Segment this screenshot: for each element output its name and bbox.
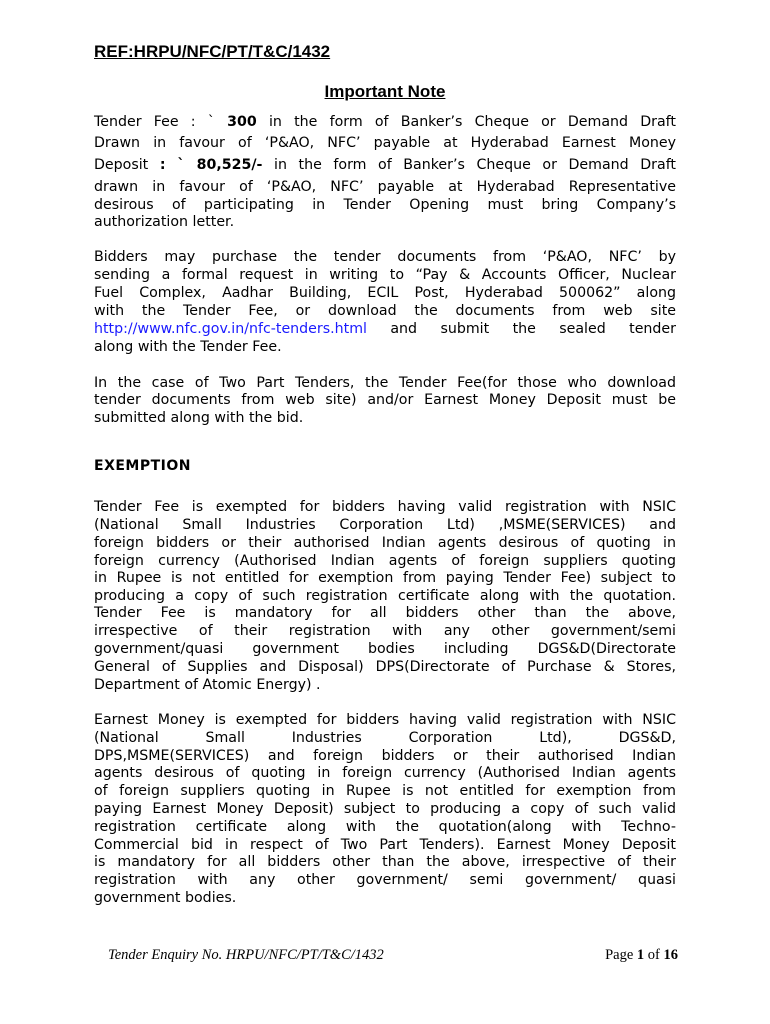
exemption-p1-line: Department of Atomic Energy) . bbox=[94, 677, 321, 693]
para1-line: desirous of participating in Tender Opening must bring Company’s bbox=[94, 197, 676, 213]
para2-line: with the Tender Fee, or download the documents from web site bbox=[94, 303, 676, 319]
para2-line bbox=[94, 320, 676, 338]
page-total: 16 bbox=[663, 947, 678, 963]
text-run: and submit the sealed tender bbox=[366, 321, 676, 337]
exemption-p2-line: of foreign suppliers quoting in Rupee is not entitled for exemption from bbox=[94, 783, 676, 799]
para1-line bbox=[94, 113, 676, 131]
para1-line: drawn in favour of ‘P&AO, NFC’ payable at Hyderabad Representative bbox=[94, 179, 676, 195]
page-title: Important Note bbox=[324, 82, 446, 101]
para3-line: submitted along with the bid. bbox=[94, 410, 304, 426]
page-label: Page bbox=[605, 947, 637, 963]
tenders-link[interactable]: http://www.nfc.gov.in/nfc-tenders.html bbox=[94, 321, 367, 337]
text-run: Deposit bbox=[94, 157, 160, 173]
exemption-p1-line: irrespective of their registration with any other government/semi bbox=[94, 623, 676, 639]
exemption-p2-line: registration with any other government/ semi government/ quasi bbox=[94, 872, 676, 888]
page-of-label: of bbox=[644, 947, 664, 963]
page-current: 1 bbox=[636, 947, 645, 963]
text-run: in the form of Banker’s Cheque or Demand Draft bbox=[256, 114, 676, 130]
text-run: in the form of Banker’s Cheque or Demand Draft bbox=[262, 157, 676, 173]
reference-number: REF:HRPU/NFC/PT/T&C/1432 bbox=[94, 42, 331, 61]
exemption-p1-line: General of Supplies and Disposal) DPS(Directorate of Purchase & Stores, bbox=[94, 659, 676, 675]
text-run: Tender Fee : ` bbox=[94, 114, 228, 130]
exemption-heading: EXEMPTION bbox=[94, 458, 191, 474]
exemption-p2-line: DPS,MSME(SERVICES) and foreign bidders or their authorised Indian bbox=[94, 748, 676, 764]
exemption-p2-line: paying Earnest Money Deposit) subject to producing a copy of such valid bbox=[94, 801, 676, 817]
para2-line: along with the Tender Fee. bbox=[94, 339, 282, 355]
exemption-p1-line: government/quasi government bodies including DGS&D(Directorate bbox=[94, 641, 676, 657]
para2-line: sending a formal request in writing to “Pay & Accounts Officer, Nuclear bbox=[94, 267, 676, 283]
exemption-p1-line: in Rupee is not entitled for exemption from paying Tender Fee) subject to bbox=[94, 570, 676, 586]
exemption-p2-line: is mandatory for all bidders other than the above, irrespective of their bbox=[94, 854, 676, 870]
footer-tender-enquiry: Tender Enquiry No. HRPU/NFC/PT/T&C/1432 bbox=[108, 947, 384, 963]
para1-line bbox=[94, 156, 676, 174]
para3-line: tender documents from web site) and/or Earnest Money Deposit must be bbox=[94, 392, 676, 408]
exemption-p2-line: government bodies. bbox=[94, 890, 237, 906]
tender-fee-amount: 300 bbox=[227, 114, 257, 130]
exemption-p2-line: registration certificate along with the quotation(along with Techno- bbox=[94, 819, 676, 835]
exemption-p1-line: Tender Fee is exempted for bidders having valid registration with NSIC bbox=[94, 499, 676, 515]
page-number bbox=[605, 947, 678, 964]
para1-line: authorization letter. bbox=[94, 214, 235, 230]
exemption-p2-line: agents desirous of quoting in foreign currency (Authorised Indian agents bbox=[94, 765, 676, 781]
para2-line: Fuel Complex, Aadhar Building, ECIL Post, Hyderabad 500062” along bbox=[94, 285, 676, 301]
exemption-p1-line: producing a copy of such registration certificate along with the quotation. bbox=[94, 588, 676, 604]
emd-amount: : ` 80,525/- bbox=[159, 157, 263, 173]
para3-line: In the case of Two Part Tenders, the Tender Fee(for those who download bbox=[94, 375, 676, 391]
exemption-p1-line: Tender Fee is mandatory for all bidders other than the above, bbox=[94, 605, 676, 621]
exemption-p2-line: Commercial bid in respect of Two Part Tenders). Earnest Money Deposit bbox=[94, 837, 676, 853]
exemption-p1-line: (National Small Industries Corporation Ltd) ,MSME(SERVICES) and bbox=[94, 517, 676, 533]
para2-line: Bidders may purchase the tender documents from ‘P&AO, NFC’ by bbox=[94, 249, 676, 265]
exemption-p1-line: foreign currency (Authorised Indian agents of foreign suppliers quoting bbox=[94, 553, 676, 569]
exemption-p1-line: foreign bidders or their authorised Indian agents desirous of quoting in bbox=[94, 535, 676, 551]
exemption-p2-line: (National Small Industries Corporation Ltd), DGS&D, bbox=[94, 730, 676, 746]
para1-line: Drawn in favour of ‘P&AO, NFC’ payable at Hyderabad Earnest Money bbox=[94, 135, 676, 151]
exemption-p2-line: Earnest Money is exempted for bidders having valid registration with NSIC bbox=[94, 712, 676, 728]
